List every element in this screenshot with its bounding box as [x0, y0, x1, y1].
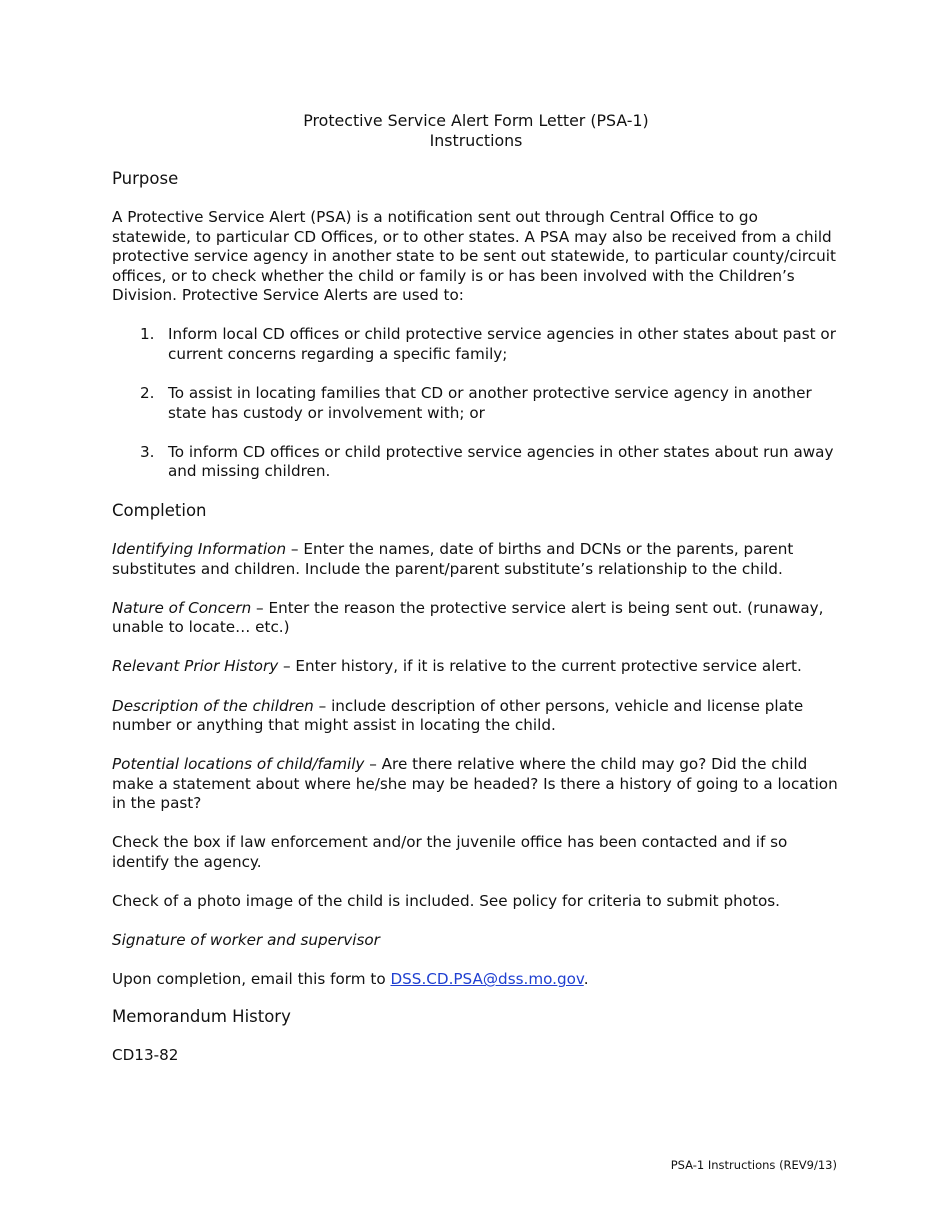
- potential-locations-text: – Are there relative where the child may go? Did the child make a statement about where he/she may be headed? Is there a history of going to a location in the past?: [112, 755, 838, 813]
- list-item-number: 3.: [140, 442, 155, 461]
- list-item: [112, 443, 840, 482]
- memorandum-code: CD13-82: [112, 1045, 179, 1064]
- nature-of-concern-label: Nature of Concern: [112, 598, 252, 617]
- title-line-2: Instructions: [429, 130, 523, 150]
- list-item-number: 2.: [140, 384, 155, 403]
- document-title: [112, 111, 840, 150]
- relevant-prior-history-label: Relevant Prior History: [112, 657, 279, 676]
- list-item-text: To assist in locating families that CD or another protective service agency in another state has custody or involvement with; or: [168, 384, 812, 422]
- email-suffix: .: [583, 970, 589, 989]
- nature-of-concern-text: – Enter the reason the protective service alert is being sent out. (runaway, unable to locate… etc.): [112, 598, 824, 637]
- law-enforcement-paragraph: Check the box if law enforcement and/or the juvenile office has been contacted and if so identify the agency.: [112, 833, 788, 872]
- identifying-information-paragraph: [112, 540, 840, 579]
- list-item-number: 1.: [140, 325, 155, 344]
- purpose-intro: A Protective Service Alert (PSA) is a notification sent out through Central Office to go statewide, to particular CD Offices, or to other states. A PSA may also be received from a child protective service agency in another state to be sent out statewide, to particular county/circuit offices, or to check whether the child or family is or has been involved with the Children’s Division. Protective Service Alerts are used to:: [112, 208, 836, 305]
- description-paragraph: [112, 697, 840, 736]
- list-item-text: To inform CD offices or child protective service agencies in other states about run away and missing children.: [168, 442, 834, 481]
- identifying-information-text: – Enter the names, date of births and DCNs or the parents, parent substitutes and children. Include the parent/parent substitute’s relationship to the child.: [112, 540, 794, 578]
- page-footer: PSA-1 Instructions (REV9/13): [670, 1158, 837, 1172]
- relevant-prior-history-paragraph: [112, 657, 840, 677]
- nature-of-concern-paragraph: [112, 599, 840, 638]
- email-link[interactable]: DSS.CD.PSA@dss.mo.gov: [390, 970, 584, 989]
- identifying-information-label: Identifying Information: [112, 540, 287, 559]
- relevant-prior-history-text: – Enter history, if it is relative to the current protective service alert.: [278, 657, 802, 676]
- list-item-text: Inform local CD offices or child protective service agencies in other states about past or current concerns regarding a specific family;: [168, 325, 836, 364]
- potential-locations-label: Potential locations of child/family: [112, 755, 365, 774]
- description-text: – include description of other persons, vehicle and license plate number or anything that might assist in locating the child.: [112, 696, 804, 735]
- purpose-heading: Purpose: [112, 169, 179, 188]
- list-item: [112, 325, 840, 364]
- signature-paragraph: [112, 931, 840, 951]
- purpose-list: [112, 325, 840, 482]
- signature-label: Signature of worker and supervisor: [112, 931, 380, 950]
- title-line-1: Protective Service Alert Form Letter (PSA-1): [303, 111, 649, 130]
- email-paragraph: [112, 970, 840, 990]
- photo-paragraph: Check of a photo image of the child is included. See policy for criteria to submit photos.: [112, 892, 781, 911]
- description-label: Description of the children: [112, 696, 314, 715]
- document-page: [112, 111, 840, 1066]
- potential-locations-paragraph: [112, 755, 840, 814]
- completion-heading: Completion: [112, 501, 207, 521]
- email-prefix: Upon completion, email this form to: [112, 970, 391, 989]
- list-item: [112, 384, 840, 423]
- memorandum-heading: Memorandum History: [112, 1006, 291, 1026]
